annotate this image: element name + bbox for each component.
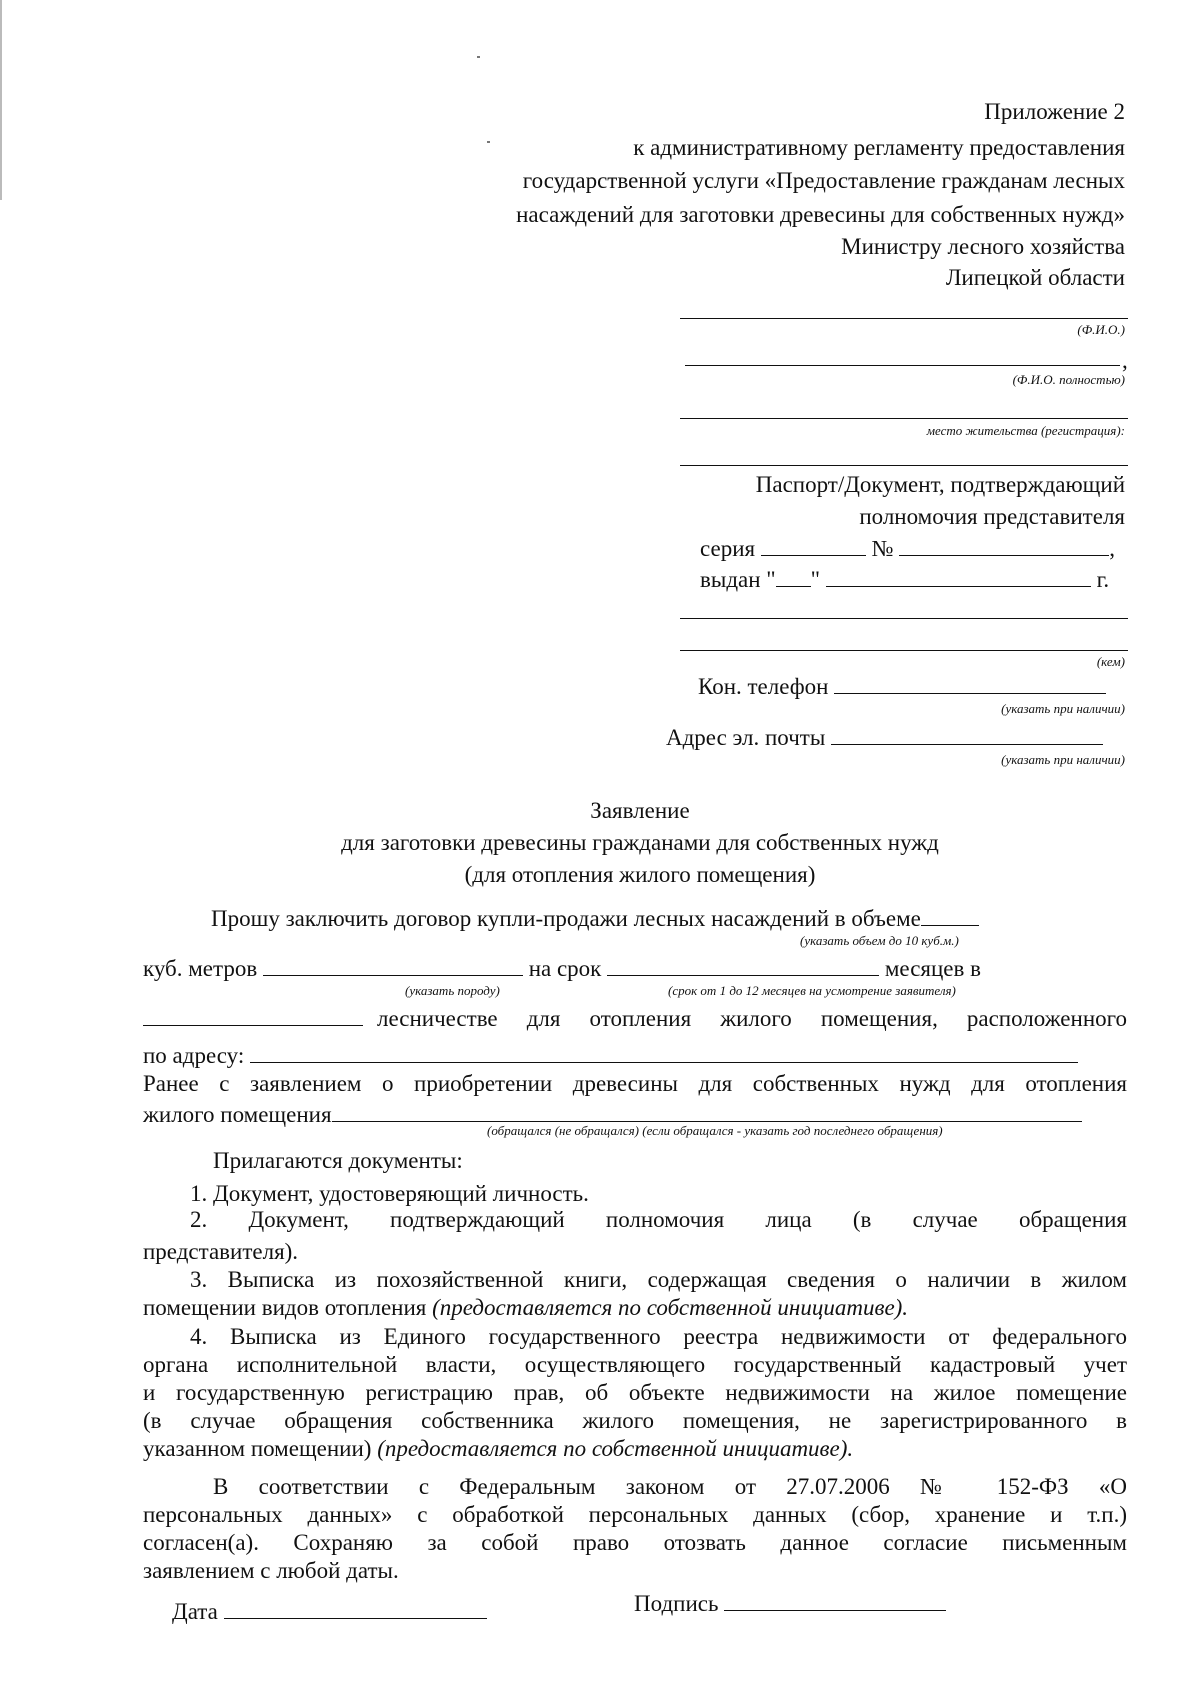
housing-label: жилого помещения: [143, 1102, 332, 1127]
item4-italic: (предоставляется по собственной инициативе).: [377, 1436, 854, 1461]
issued-day-input[interactable]: [776, 568, 811, 587]
document-item-4-line-3: и государственную регистрацию прав, об объекте недвижимости на жилое помещение: [143, 1380, 1127, 1405]
signature-label: Подпись: [634, 1591, 719, 1616]
fio-hint: (Ф.И.О.): [1077, 322, 1125, 337]
consent-line-2: персональных данных» с обработкой персональных данных (сбор, хранение и т.п.): [143, 1502, 1127, 1527]
issued-date-input[interactable]: [826, 568, 1091, 587]
fio-input-line[interactable]: [680, 318, 1128, 319]
volume-input[interactable]: [921, 907, 979, 926]
previous-hint: (обращался (не обращался) (если обращался - указать год последнего обращения): [487, 1123, 943, 1138]
consent-line-3: согласен(а). Сохраняю за собой право отозвать данное согласие письменным: [143, 1530, 1127, 1555]
address-row: [143, 1042, 1078, 1071]
issuer-input-line-1[interactable]: [680, 618, 1128, 619]
issued-quote: ": [810, 567, 821, 592]
term-input[interactable]: [607, 957, 879, 976]
issuer-hint: (кем): [1096, 654, 1125, 669]
address-label: по адресу:: [143, 1043, 245, 1068]
series-input[interactable]: [761, 537, 866, 556]
document-item-3-line-2: [143, 1294, 908, 1323]
document-item-4-line-4: (в случае обращения собственника жилого помещения, не зарегистрированного в: [143, 1408, 1127, 1433]
cubic-label: куб. метров: [143, 956, 258, 981]
email-row: [666, 724, 1103, 753]
document-subtitle: для заготовки древесины гражданами для собственных нужд: [341, 830, 939, 855]
previous-request-input[interactable]: [332, 1103, 1082, 1122]
issued-label: выдан ": [700, 567, 776, 592]
email-hint: (указать при наличии): [1001, 752, 1125, 767]
scan-edge: [0, 0, 2, 200]
request-line-1: [211, 905, 979, 934]
passport-label-2: полномочия представителя: [859, 504, 1125, 529]
document-item-4-line-2: органа исполнительной власти, осуществляющего государственный кадастровый учет: [143, 1352, 1127, 1377]
number-input[interactable]: [899, 537, 1109, 556]
term-label: на срок: [528, 956, 602, 981]
addressee-line-1: Министру лесного хозяйства: [841, 234, 1125, 259]
document-item-2-line-1: 2. Документ, подтверждающий полномочия лица (в случае обращения: [190, 1207, 1127, 1232]
regulation-line-2: государственной услуги «Предоставление гражданам лесных: [522, 168, 1125, 193]
series-comma: ,: [1109, 536, 1116, 561]
annex-label: Приложение 2: [984, 99, 1125, 124]
phone-hint: (указать при наличии): [1001, 701, 1125, 716]
document-purpose: (для отопления жилого помещения): [464, 862, 816, 887]
documents-heading: Прилагаются документы:: [213, 1148, 463, 1173]
scan-speck: [477, 56, 480, 58]
months-label: месяцев в: [884, 956, 981, 981]
item3-text: помещении видов отопления: [143, 1295, 427, 1320]
address-input[interactable]: [250, 1044, 1078, 1063]
residence-input-line-2[interactable]: [680, 465, 1128, 466]
item4-text: указанном помещении): [143, 1436, 372, 1461]
document-item-3-line-1: 3. Выписка из похозяйственной книги, содержащая сведения о наличии в жилом: [190, 1267, 1127, 1292]
forestry-text: лесничестве для отопления жилого помещения, расположенного: [377, 1006, 1127, 1031]
volume-hint: (указать объем до 10 куб.м.): [800, 933, 959, 948]
breed-input[interactable]: [263, 957, 523, 976]
fio-full-comma: ,: [1122, 348, 1128, 373]
residence-input-line[interactable]: [680, 418, 1128, 419]
regulation-line-1: к административному регламенту предоставления: [633, 135, 1125, 160]
passport-issued-row: [700, 566, 1109, 595]
forestry-input[interactable]: [143, 1007, 363, 1026]
phone-label: Кон. телефон: [698, 674, 829, 699]
issuer-input-line-2[interactable]: [680, 650, 1128, 651]
signature-row: [634, 1590, 946, 1619]
document-item-2-line-2: представителя).: [143, 1239, 299, 1264]
request-line-3: [143, 1005, 363, 1034]
regulation-line-3: насаждений для заготовки древесины для собственных нужд»: [516, 202, 1125, 227]
passport-series-row: [700, 535, 1115, 564]
term-hint: (срок от 1 до 12 месяцев на усмотрение заявителя): [668, 983, 956, 998]
date-label: Дата: [172, 1599, 218, 1624]
document-item-4-line-1: 4. Выписка из Единого государственного реестра недвижимости от федерального: [190, 1324, 1127, 1349]
request-line-2: [143, 955, 981, 984]
residence-hint: место жительства (регистрация):: [926, 423, 1125, 438]
fio-full-hint: (Ф.И.О. полностью): [1012, 372, 1125, 387]
year-suffix: г.: [1096, 567, 1110, 592]
phone-row: [698, 673, 1106, 702]
document-item-1: 1. Документ, удостоверяющий личность.: [190, 1181, 589, 1206]
addressee-line-2: Липецкой области: [945, 265, 1125, 290]
fio-full-input-line[interactable]: [685, 365, 1120, 366]
signature-input[interactable]: [724, 1592, 946, 1611]
scan-speck: [487, 141, 490, 143]
phone-input[interactable]: [834, 675, 1106, 694]
number-label: №: [871, 536, 894, 561]
email-input[interactable]: [831, 726, 1103, 745]
consent-line-1: В соответствии с Федеральным законом от 27.07.2006 № 152-ФЗ «О: [213, 1474, 1127, 1499]
consent-line-4: заявлением с любой даты.: [143, 1558, 399, 1583]
previous-line: Ранее с заявлением о приобретении древесины для собственных нужд для отопления: [143, 1071, 1127, 1096]
passport-label-1: Паспорт/Документ, подтверждающий: [755, 472, 1125, 497]
email-label: Адрес эл. почты: [666, 725, 826, 750]
date-row: [172, 1598, 487, 1627]
item3-italic: (предоставляется по собственной инициативе).: [432, 1295, 909, 1320]
date-input[interactable]: [224, 1600, 487, 1619]
series-label: серия: [700, 536, 756, 561]
breed-hint: (указать породу): [405, 983, 500, 998]
document-item-4-line-5: [143, 1435, 853, 1464]
request-text: Прошу заключить договор купли-продажи лесных насаждений в объеме: [211, 906, 921, 931]
document-title: Заявление: [590, 798, 690, 823]
